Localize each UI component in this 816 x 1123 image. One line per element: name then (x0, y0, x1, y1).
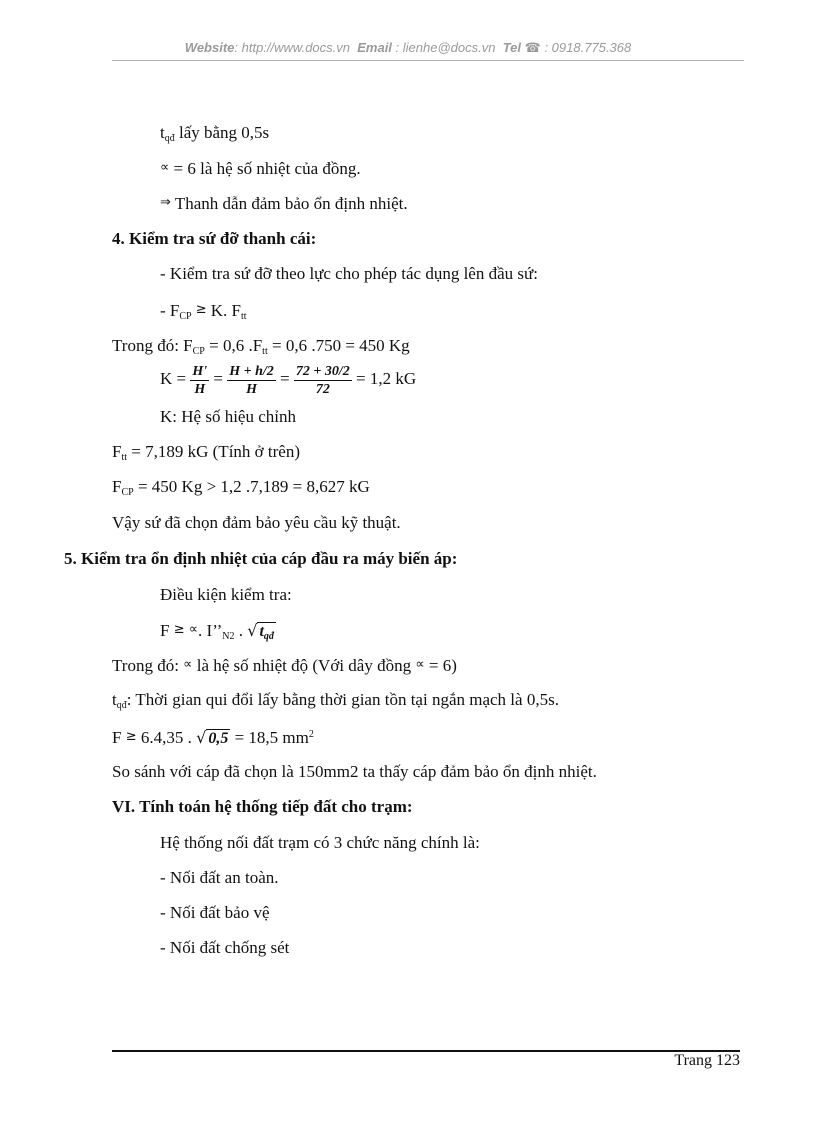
website-value[interactable]: : http://www.docs.vn (234, 40, 350, 55)
tel-value: ☎ : 0918.775.368 (524, 40, 632, 55)
line-f-formula: F ≥ ∝. $I’’_{N2}$ . √ $t_{qđ}$ (160, 620, 276, 647)
line-alpha-desc: Trong đó: ∝ là hệ số nhiệt độ (Với dây đồng ∝ = 6) (112, 656, 457, 675)
sqrt-expression: √ 0,5 (196, 728, 229, 747)
implies-arrow-icon: ⇒ (160, 195, 171, 210)
list-item: - Nối đất chống sét (160, 938, 290, 957)
fraction-2: $\frac{H + h/2}{H}$ (229, 363, 274, 397)
alpha-icon: ∝ (160, 160, 170, 175)
tel-label: Tel (502, 40, 522, 55)
line-check-support: - Kiểm tra sứ đỡ theo lực cho phép tác dụng lên đầu sứ: (160, 264, 538, 283)
sqrt-icon: √ (247, 621, 258, 640)
list-item: - Nối đất bảo vệ (160, 903, 270, 922)
line-alpha: ∝ = 6 là hệ số nhiệt của đồng. (160, 159, 361, 178)
line-ftt: $F_{tt} = 7,189$ kG (Tính ở trên) (112, 442, 300, 463)
line-cable-ok: So sánh với cáp đã chọn là 150mm2 ta thấy cáp đảm bảo ổn định nhiệt. (112, 762, 597, 781)
page-header (0, 40, 816, 56)
fraction-1: $\frac{H'}{H}$ (192, 363, 208, 397)
line-tqd: $t_{qđ}$ lấy bằng 0,5s (160, 123, 270, 144)
alpha-icon: ∝ (183, 657, 193, 672)
header-divider (112, 60, 744, 61)
line-condition: Điều kiện kiểm tra: (160, 585, 292, 604)
line-support-ok: Vậy sứ đã chọn đảm bảo yêu cầu kỹ thuật. (112, 513, 401, 532)
line-f-result: F ≥ 6.4,35 . √ 0,5 = 18,5 $mm^2$ (112, 728, 314, 747)
page-number: Trang 123 (674, 1052, 740, 1069)
fraction-3: $\frac{72 + 30/2}{72}$ (295, 363, 350, 397)
heading-5: 5. Kiểm tra ổn định nhiệt của cáp đầu ra máy biến áp: (64, 549, 458, 568)
sqrt-icon: √ (196, 728, 207, 747)
email-value[interactable]: : lienhe@docs.vn (395, 40, 496, 55)
line-fcp-condition: - $F_{CP} \ge K$. $F_{tt}$ (160, 301, 247, 322)
list-item: - Nối đất an toàn. (160, 868, 279, 887)
line-k-formula: K = $\frac{H'}{H}$ = $\frac{H + h/2}{H}$ = $\frac{72 + 30/2}{72}$ = 1,2 kG (160, 363, 417, 397)
geq-icon: ≥ (125, 729, 137, 744)
geq-icon: ≥ (173, 622, 185, 637)
footer-divider (112, 1050, 740, 1052)
line-k-desc: K: Hệ số hiệu chỉnh (160, 407, 296, 426)
alpha-icon: ∝ (184, 622, 199, 637)
line-fcp-compare: $F_{CP} = 450$ Kg > 1,2 .7,189 = 8,627 kG (112, 477, 370, 498)
sqrt-expression: √ $t_{qđ}$ (247, 621, 274, 642)
line-tqd-desc: $t_{qđ}$: Thời gian qui đổi lấy bằng thời gian tồn tại ngắn mạch là 0,5s. (112, 690, 559, 711)
email-label: Email (357, 40, 392, 55)
alpha-icon: ∝ (415, 657, 425, 672)
heading-4: 4. Kiểm tra sứ đỡ thanh cái: (112, 229, 317, 248)
line-conclusion: ⇒ Thanh dẫn đảm bảo ổn định nhiệt. (160, 194, 408, 213)
website-label: Website (184, 40, 235, 55)
geq-icon: ≥ (191, 302, 211, 317)
line-grounding-intro: Hệ thống nối đất trạm có 3 chức năng chính là: (160, 833, 480, 852)
heading-6: VI. Tính toán hệ thống tiếp đất cho trạm: (112, 797, 413, 816)
line-fcp-value: Trong đó: $F_{CP} = 0,6$ $.F_{tt} = 0,6$ .750 = 450 Kg (112, 336, 410, 357)
